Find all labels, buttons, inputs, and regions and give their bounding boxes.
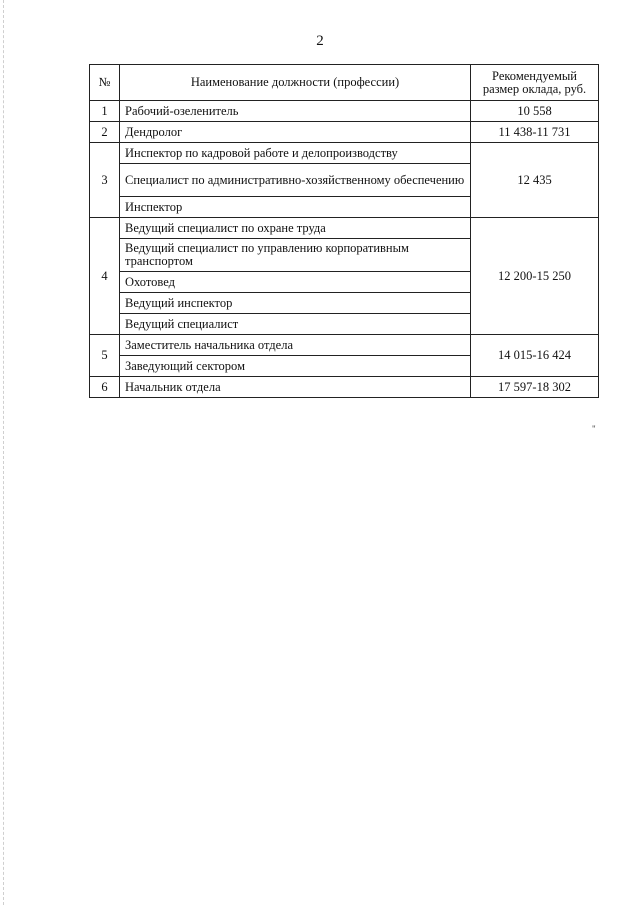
header-number: № (90, 65, 120, 101)
header-position-name: Наименование должности (профессии) (120, 65, 471, 101)
table-row (90, 335, 599, 356)
salary-table (89, 64, 599, 398)
position-name: Дендролог (120, 122, 471, 143)
table-row (90, 377, 599, 398)
position-name: Рабочий-озеленитель (120, 101, 471, 122)
position-name: Ведущий специалист по охране труда (120, 218, 471, 239)
position-name: Ведущий инспектор (120, 293, 471, 314)
position-name: Начальник отдела (120, 377, 471, 398)
row-number: 6 (90, 377, 120, 398)
header-salary-line2: размер оклада, руб. (482, 81, 587, 96)
row-number: 5 (90, 335, 120, 377)
table-row (90, 143, 599, 164)
salary-value: 11 438-11 731 (471, 122, 599, 143)
position-name: Ведущий специалист по управлению корпоративным транспортом (120, 239, 471, 272)
position-name: Заведующий сектором (120, 356, 471, 377)
table-row (90, 101, 599, 122)
row-number: 1 (90, 101, 120, 122)
position-name: Охотовед (120, 272, 471, 293)
row-number: 2 (90, 122, 120, 143)
position-name: Специалист по административно-хозяйственному обеспечению (120, 164, 471, 197)
row-number: 4 (90, 218, 120, 335)
position-name: Заместитель начальника отдела (120, 335, 471, 356)
table-header-row (90, 65, 599, 101)
salary-value: 12 200-15 250 (471, 218, 599, 335)
header-salary-line1: Рекомендуемый (492, 68, 577, 83)
salary-value: 14 015-16 424 (471, 335, 599, 377)
header-salary (471, 65, 599, 101)
position-name: Инспектор по кадровой работе и делопроизводству (120, 143, 471, 164)
closing-quote-mark: " (592, 424, 596, 434)
row-number: 3 (90, 143, 120, 218)
salary-value: 12 435 (471, 143, 599, 218)
position-name: Ведущий специалист (120, 314, 471, 335)
salary-value: 17 597-18 302 (471, 377, 599, 398)
scan-edge-line (3, 0, 4, 905)
table-row (90, 218, 599, 239)
page-number: 2 (316, 33, 324, 49)
table-row (90, 122, 599, 143)
position-name: Инспектор (120, 197, 471, 218)
salary-value: 10 558 (471, 101, 599, 122)
